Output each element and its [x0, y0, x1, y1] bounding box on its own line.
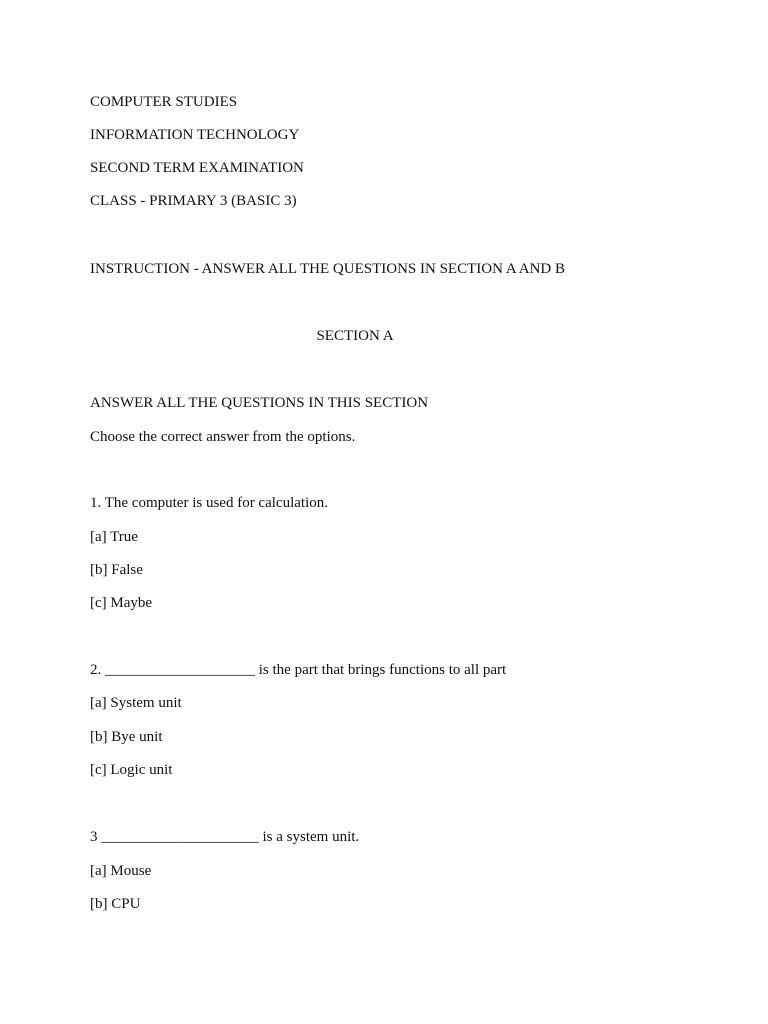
section-directive: ANSWER ALL THE QUESTIONS IN THIS SECTION: [90, 395, 429, 411]
option-item: [c] Maybe: [90, 595, 153, 611]
option-item: [b] CPU: [90, 896, 141, 912]
instruction-text: INSTRUCTION - ANSWER ALL THE QUESTIONS IN SECTION A AND B: [90, 261, 566, 277]
question-text: 2. ____________________ is the part that brings functions to all part: [90, 662, 507, 678]
option-item: [b] False: [90, 562, 143, 578]
exam-heading: SECOND TERM EXAMINATION: [90, 160, 304, 176]
option-item: [a] True: [90, 529, 138, 545]
section-subdirective: Choose the correct answer from the options.: [90, 429, 356, 445]
option-item: [a] System unit: [90, 695, 182, 711]
class-heading: CLASS - PRIMARY 3 (BASIC 3): [90, 193, 297, 209]
question-text: 3 _____________________ is a system unit.: [90, 829, 360, 845]
option-item: [b] Bye unit: [90, 729, 163, 745]
topic-heading: INFORMATION TECHNOLOGY: [90, 127, 300, 143]
section-title: SECTION A: [316, 328, 394, 344]
option-item: [a] Mouse: [90, 863, 152, 879]
subject-heading: COMPUTER STUDIES: [90, 94, 238, 110]
option-item: [c] Logic unit: [90, 762, 173, 778]
question-text: 1. The computer is used for calculation.: [90, 495, 328, 511]
